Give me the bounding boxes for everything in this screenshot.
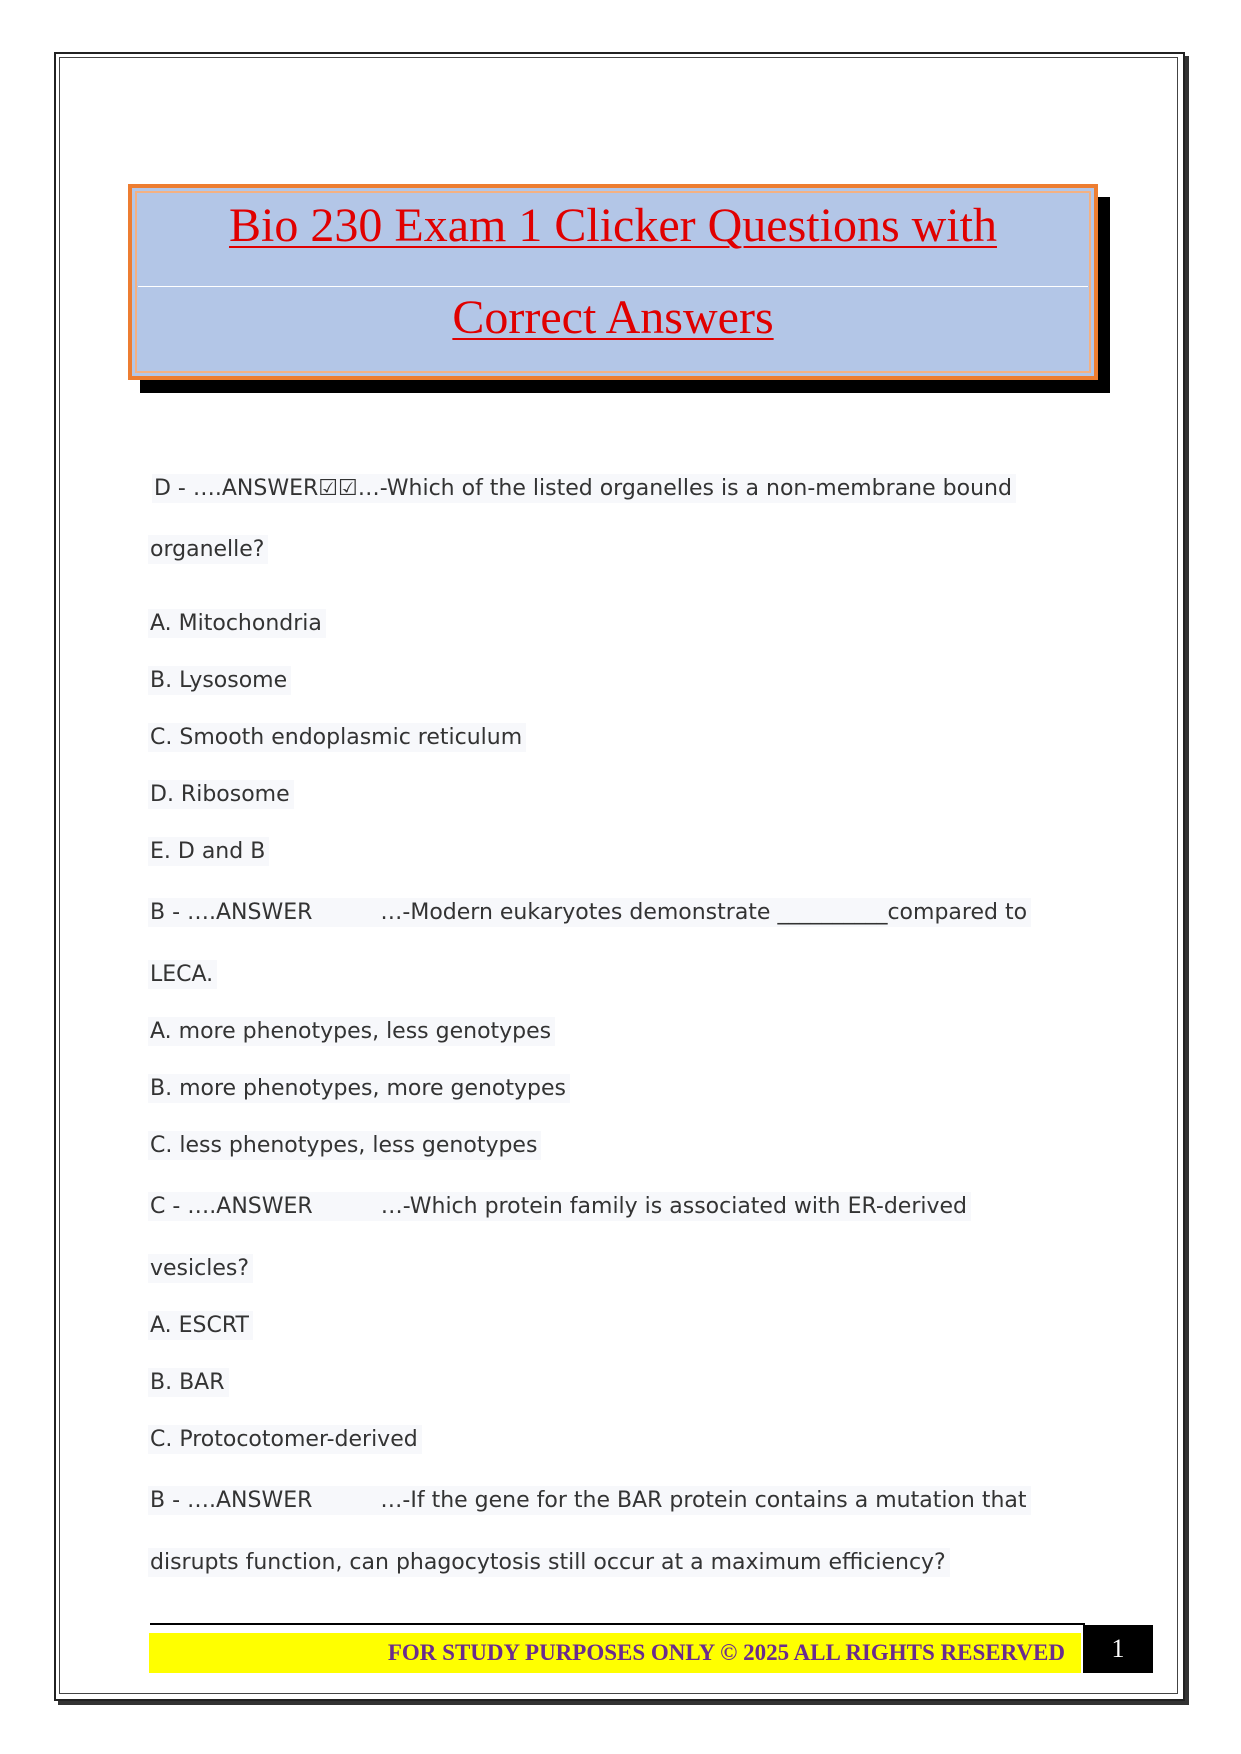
page-number-box xyxy=(1083,1625,1153,1673)
document-title-line-2: Correct Answers xyxy=(452,291,774,344)
question-4-answer-label: B - ….ANSWER xyxy=(150,1488,313,1513)
question-3-option-c: C. Protocotomer-derived xyxy=(148,1425,422,1454)
question-3-heading xyxy=(148,1192,971,1221)
question-4-heading xyxy=(148,1486,1031,1515)
question-3-option-b: B. BAR xyxy=(148,1368,229,1397)
question-3-text: …-Which protein family is associated with ER-derived xyxy=(380,1194,968,1219)
question-2-option-a: A. more phenotypes, less genotypes xyxy=(148,1017,555,1046)
footer-rule xyxy=(150,1623,1085,1625)
question-2-heading xyxy=(148,898,1031,927)
question-2-continuation: LECA. xyxy=(148,960,217,989)
question-1-continuation: organelle? xyxy=(148,535,268,564)
question-3-answer-label: C - ….ANSWER xyxy=(150,1194,313,1219)
question-2-option-c: C. less phenotypes, less genotypes xyxy=(148,1131,541,1160)
question-4-text: …-If the gene for the BAR protein contains a mutation that xyxy=(380,1488,1027,1513)
footer-text: FOR STUDY PURPOSES ONLY © 2025 ALL RIGHTS RESERVED xyxy=(387,1640,1065,1665)
question-1-option-d: D. Ribosome xyxy=(148,780,294,809)
document-title-line-1: Bio 230 Exam 1 Clicker Questions with xyxy=(229,199,997,252)
footer-bar xyxy=(149,1633,1081,1673)
question-2-text: …-Modern eukaryotes demonstrate __________compared to xyxy=(380,900,1028,925)
question-1-option-a: A. Mitochondria xyxy=(148,609,326,638)
question-1-option-c: C. Smooth endoplasmic reticulum xyxy=(148,723,526,752)
question-3-continuation: vesicles? xyxy=(148,1254,253,1283)
question-3-option-a: A. ESCRT xyxy=(148,1311,253,1340)
question-2-option-b: B. more phenotypes, more genotypes xyxy=(148,1074,570,1103)
question-2-answer-label: B - ….ANSWER xyxy=(150,900,313,925)
title-box xyxy=(128,184,1098,380)
question-1-heading: D - ….ANSWER☑☑…-Which of the listed organelles is a non-membrane bound xyxy=(152,474,1016,503)
question-1-option-b: B. Lysosome xyxy=(148,666,291,695)
title-divider xyxy=(138,286,1088,287)
question-1-option-e: E. D and B xyxy=(148,837,269,866)
question-4-continuation: disrupts function, can phagocytosis still occur at a maximum efficiency? xyxy=(148,1548,950,1577)
page-number: 1 xyxy=(1111,1634,1125,1663)
